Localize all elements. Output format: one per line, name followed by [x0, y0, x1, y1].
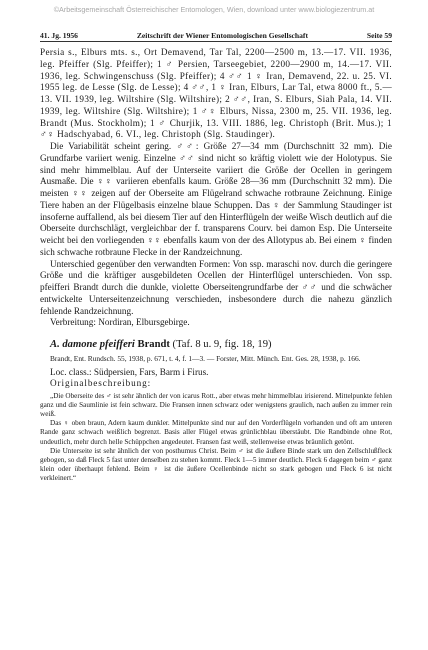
original-description-heading: Originalbeschreibung: [50, 378, 152, 389]
taxon-author: Brandt [137, 339, 170, 350]
locus-classicus: Loc. class.: Südpersien, Fars, Barm i Firus. [50, 366, 209, 377]
paragraph-differences: Unterschied gegenüber den verwandten Formen: Von ssp. maraschi nov. durch die geringere Größe und die kräftiger ausgebildeten Ocellen der Hinterflügel unterschieden. Von ssp. pfeifferi Brandt durch die dunkle, violette Oberseitengrundfarbe der ♂♂ und die schwächer entwickelte Unterseitenzeichnung verschieden, insbesondere durch die nahezu gänzlich fehlende Randzeichnung. [40, 258, 392, 316]
paragraph-distribution: Verbreitung: Nordiran, Elbursgebirge. [50, 317, 190, 328]
paragraph-variability: Die Variabilität scheint gering. ♂♂: Größe 27—34 mm (Durchschnitt 32 mm). Die Grundfarbe variiert wenig. Einzelne ♂♂ sind nicht so kräftig violett wie der Holotypus. Sie sind mehr himmelblau. Auf der Unterseite variiert die Größe der Ocellen in geringem Ausmaße. Die ♀♀ variieren ebenfalls kaum. Größe 28—36 mm (Durchschnitt 32 mm). Die meisten ♀♀ zeigen auf der Oberseite am Flügelrand schwache rotbraune Zeichnung. Einige Tiere haben an der Flügelbasis einzelne blaue Schuppen. Das ♀ der Sammlung Staudinger ist insoferne auffallend, als bei diesem Tier auf den Hinterflügeln der weiße Wisch deutlich auf die Oberseite durchschlägt, vergleichbar der f. transparens Courv. bei damon Esp. Die Unterseite weicht bei den vorliegenden ♀♀ ebenfalls kaum von der des Allotypus ab. Bei einem ♀ finden sich schwache rotbraune Flecke in der Randzeichnung. [40, 141, 392, 257]
taxon-name: A. damone pfeifferi [50, 339, 135, 350]
section-heading [40, 338, 392, 351]
page-body [40, 47, 392, 483]
volume-label: 41. Jg. 1956 [40, 31, 78, 40]
header-rule [40, 41, 392, 42]
plate-reference: (Taf. 8 u. 9, fig. 18, 19) [172, 339, 272, 350]
journal-title: Zeitschrift der Wiener Entomologischen Gesellschaft [136, 31, 308, 40]
quote-paragraph-3: Die Unterseite ist sehr ähnlich der von posthumus Christ. Beim ♂ ist die äußere Binde stark um den Zellschlußfleck gebogen, so daß Fleck 5 fast unter denselben zu stehen kommt. Fleck 1—5 immer deutlich. Fleck 6 dagegen beim ♂ ganz klein oder überhaupt fehlend. Beim ♀ ist die äußere Ocellenbinde nicht so stark gebogen und Fleck 6 ist nicht verkleinert.“ [40, 446, 392, 482]
citation: Brandt, Ent. Rundsch. 55, 1938, p. 671, t. 4, f. 1—3. — Forster, Mitt. Münch. Ent. Ges. 28, 1938, p. 166. [50, 354, 361, 363]
quote-paragraph-1: „Die Oberseite des ♂ ist sehr ähnlich der von icarus Rott., aber etwas mehr himmelblau irisierend. Mittelpunkte fehlen ganz und die Saumlinie ist fein schwarz. Die Fransen innen schwarz oder wenigstens graulich, nach außen zu immer rein weiß. [40, 392, 392, 419]
quote-paragraph-2: Das ♀ oben braun, Adern kaum dunkler. Mittelpunkte sind nur auf den Vorderflügeln vorhanden und oft am unteren Rande ganz schwach weißlich begrenzt. Basis aller Flügel etwas grünlichblau überstäubt. Die Randbinde ohne Rot, undeutlich, mehr durch helle Schüppchen angedeutet. Fransen fast weiß, stellenweise etwas bräunlich getönt. [40, 419, 392, 446]
paragraph-material: Persia s., Elburs mts. s., Ort Demavend, Tar Tal, 2200—2500 m, 13.—17. VII. 1936, leg. Pfeiffer (Slg. Pfeiffer); 1 ♂ Persien, Tarseegebiet, 2200—2900 m, 14.—17. VII. 1936, leg. Schwingenschuss (Slg. Pfeiffer); 4 ♂♂ 1 ♀ Iran, Demavend, 22. u. 25. VI. 1955 leg. de Lesse (Slg. de Lesse); 4 ♂♂, 1 ♀ Iran, Elburs, Lar Tal, etwa 8000 ft., 5.—13. VII. 1939, leg. Wiltshire (Slg. Wiltshire); 2 ♂♂, Iran, S. Elburs, Siah Pala, 14. VII. 1939, leg. Wiltshire (Slg. Wiltshire); 1 ♂♀ Elburs, Nissa, 2300 m, 25. VII. 1936, leg. Brandt (Mus. Stockholm); 1 ♂ Churjik, 13. VIII. 1886, leg. Christoph (Brit. Mus.); 1 ♂♀ Hadschyabad, 6. VI., leg. Christoph (Slg. Staudinger). [40, 47, 392, 140]
watermark: ©Arbeitsgemeinschaft Österreichischer Entomologen, Wien, download unter www.biologiezentrum.at [53, 5, 375, 14]
running-header [40, 31, 392, 40]
page-number: Seite 59 [366, 31, 392, 40]
